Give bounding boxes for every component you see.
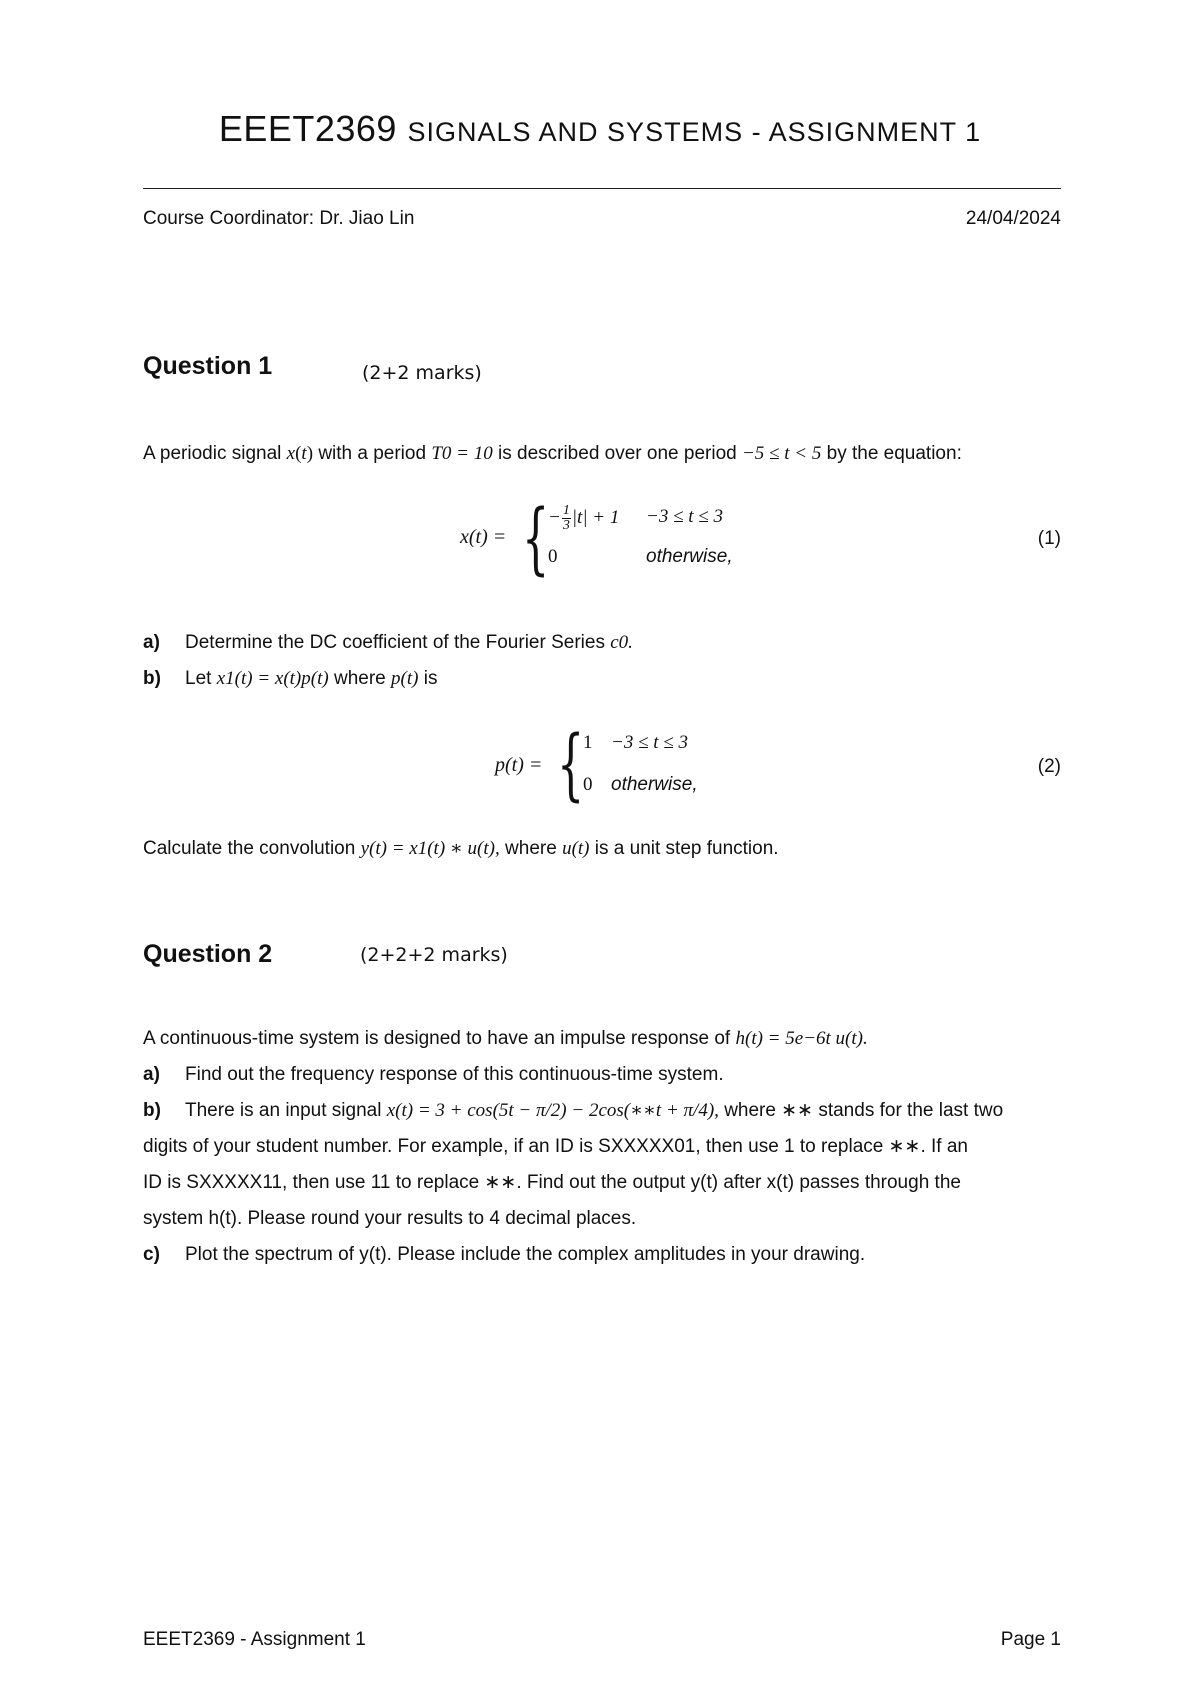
document-title [0,108,1200,150]
question-2-part-b-line-1: b) There is an input signal x(t) = 3 + cos(5t − π/2) − 2cos(∗∗t + π/4), where ∗∗ stands for the last two [143,1093,1068,1129]
question-2-heading: Question 2 [143,940,273,968]
product-expression: x1(t) = x(t)p(t) [216,668,329,689]
question-2-part-b-line-3: ID is SXXXXX11, then use 11 to replace ∗∗. Find out the output y(t) after x(t) passes through the [143,1172,961,1193]
question-2-part-b-line-2: digits of your student number. For example, if an ID is SXXXXX01, then use 1 to replace ∗∗. If an [143,1136,968,1157]
equation-1-lhs: x(t) = [460,526,507,548]
question-2-part-b-line-4: system h(t). Please round your results to 4 decimal places. [143,1208,637,1229]
question-1-convolution: Calculate the convolution y(t) = x1(t) ∗ u(t), where u(t) is a unit step function. [143,838,779,859]
question-2-marks: (2+2+2 marks) [360,944,508,966]
equation-1-brace: { [522,494,550,584]
convolution-expression: y(t) = x1(t) ∗ u(t), [360,838,500,859]
q2-part-b-label: b) [143,1100,161,1121]
page-number: Page 1 [1000,1629,1061,1650]
equation-2-case-2: 0 [583,774,593,795]
footer-left: EEET2369 - Assignment 1 [143,1629,366,1650]
equation-2-case-1: 1 [583,732,593,753]
question-2-intro: A continuous-time system is designed to have an impulse response of h(t) = 5e−6t u(t). [143,1028,868,1049]
title-rest: SIGNALS AND SYSTEMS - ASSIGNMENT 1 [407,117,982,147]
course-code: EEET2369 [218,108,397,149]
question-1-part-a: a) Determine the DC coefficient of the Fourier Series c0. [143,625,1063,661]
input-signal-expression: x(t) = 3 + cos(5t − π/2) − 2cos(∗∗t + π/4), [386,1100,719,1121]
equation-2-number: (2) [1037,756,1061,777]
equation-1-condition-1: −3 ≤ t ≤ 3 [646,506,723,527]
document-date: 24/04/2024 [965,208,1061,229]
course-coordinator: Course Coordinator: Dr. Jiao Lin [143,208,415,229]
q2-part-c-label: c) [143,1244,160,1265]
question-1-intro: A periodic signal x(t) with a period T0 = 10 is described over one period −5 ≤ t < 5 by the equation: [143,443,962,464]
question-2-part-c: c) Plot the spectrum of y(t). Please include the complex amplitudes in your drawing. [143,1237,1068,1273]
question-1-heading: Question 1 [143,352,273,380]
question-1-part-b: b) Let x1(t) = x(t)p(t) where p(t) is [143,661,1063,697]
equation-2-brace: { [557,720,585,810]
equation-1 [460,494,760,590]
part-a-label: a) [143,632,160,653]
question-2-part-a: a) Find out the frequency response of this continuous-time system. [143,1057,1063,1093]
question-1-marks: (2+2 marks) [362,362,482,384]
equation-2-condition-2: otherwise, [611,774,698,795]
title-rule [143,188,1061,189]
equation-1-case-1: − $\frac{1}{3}$ |t| + 1 [548,503,620,533]
equation-1-number: (1) [1037,528,1061,549]
dc-coefficient-symbol: c0. [610,632,633,653]
equation-2 [495,720,755,816]
equation-1-case-2: 0 [548,546,558,567]
impulse-response-expression: h(t) = 5e−6t u(t). [735,1028,868,1049]
range-expression: −5 ≤ t < 5 [741,443,822,464]
part-b-label: b) [143,668,161,689]
period-expression: T0 = 10 [431,443,493,464]
equation-2-condition-1: −3 ≤ t ≤ 3 [611,732,688,753]
equation-1-condition-2: otherwise, [646,546,733,567]
equation-2-lhs: p(t) = [495,754,543,776]
q2-part-a-label: a) [143,1064,160,1085]
